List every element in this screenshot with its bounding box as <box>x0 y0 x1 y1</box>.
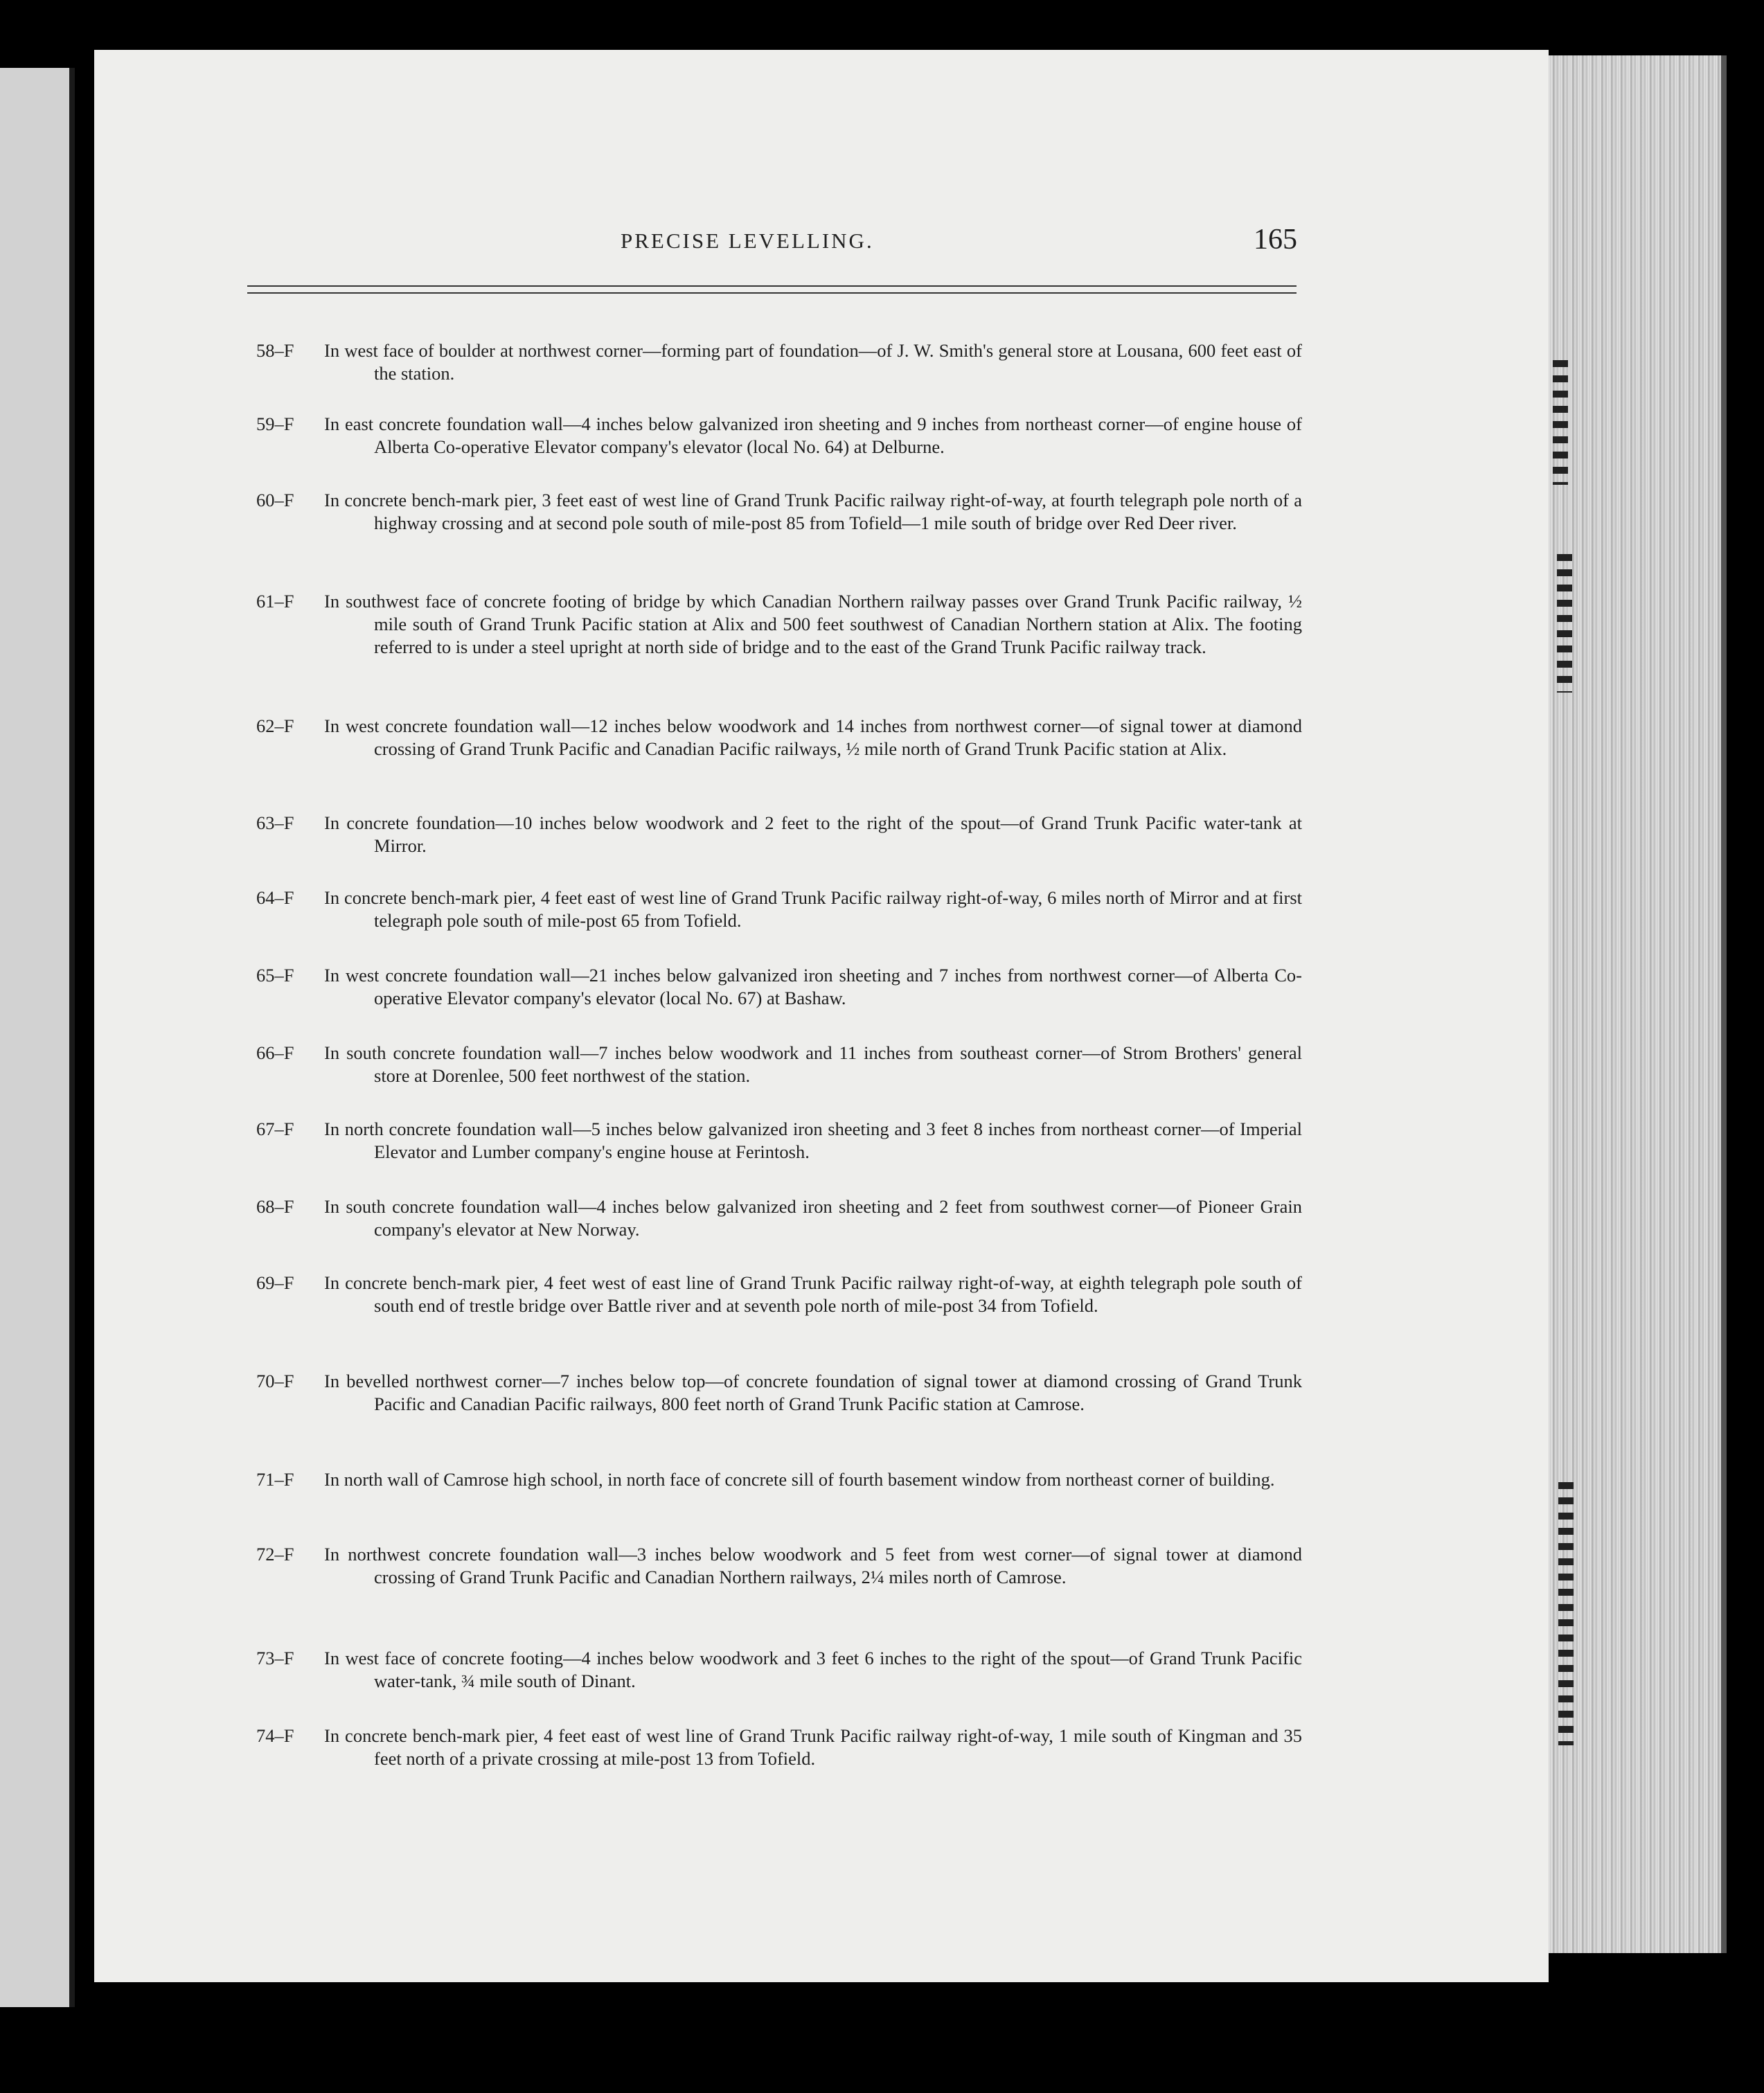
entry-description: In west concrete foundation wall—21 inches below galvanized iron sheeting and 7 inches from northwest corner—of Alberta Co-operative Elevator company's elevator (local No. 67) at Bashaw. <box>324 965 1302 1008</box>
header-rule <box>247 285 1297 287</box>
entry-description: In concrete bench-mark pier, 4 feet east of west line of Grand Trunk Pacific railway right-of-way, 6 miles north of Mirror and at first telegraph pole south of mile-post 65 from Tofield. <box>324 887 1302 931</box>
entry-description: In south concrete foundation wall—4 inches below galvanized iron sheeting and 2 feet from southwest corner—of Pioneer Grain company's elevator at New Norway. <box>324 1196 1302 1240</box>
header-rule <box>247 292 1297 294</box>
benchmark-entry <box>256 1468 1302 1491</box>
benchmark-entry <box>256 339 1302 385</box>
benchmark-entry <box>256 887 1302 932</box>
entry-description: In concrete bench-mark pier, 3 feet east of west line of Grand Trunk Pacific railway right-of-way, at fourth telegraph pole north of a highway crossing and at second pole south of mile-post 85 from Tofield—1 mile south of bridge over Red Deer river. <box>324 490 1302 533</box>
entry-number: 61–F <box>256 591 294 612</box>
entry-number: 65–F <box>256 965 294 986</box>
book-cover-edge <box>1721 55 1727 1953</box>
entry-number: 62–F <box>256 715 294 736</box>
entry-description: In southwest face of concrete footing of bridge by which Canadian Northern railway passes over Grand Trunk Pacific railway, ½ mile south of Grand Trunk Pacific station at Alix and 500 feet southwest of Canadian Northern station at Alix. The footing referred to is under a steel upright at north side of bridge and to the east of the Grand Trunk Pacific railway track. <box>324 591 1302 657</box>
entry-description: In concrete foundation—10 inches below woodwork and 2 feet to the right of the spout—of Grand Trunk Pacific water-tank at Mirror. <box>324 812 1302 856</box>
entry-description: In south concrete foundation wall—7 inches below woodwork and 11 inches from southeast corner—of Strom Brothers' general store at Dorenlee, 500 feet northwest of the station. <box>324 1042 1302 1086</box>
running-title: PRECISE LEVELLING. <box>621 229 874 253</box>
benchmark-entry <box>256 1195 1302 1241</box>
entry-description: In concrete bench-mark pier, 4 feet west of east line of Grand Trunk Pacific railway right-of-way, at eighth telegraph pole south of south end of trestle bridge over Battle river and at seventh pole north of mile-post 34 from Tofield. <box>324 1272 1302 1316</box>
entry-number: 73–F <box>256 1648 294 1668</box>
entry-description: In northwest concrete foundation wall—3 inches below woodwork and 5 feet from west corner—of signal tower at diamond crossing of Grand Trunk Pacific and Canadian Northern railways, 2¼ miles north of Camrose. <box>324 1544 1302 1587</box>
entry-number: 67–F <box>256 1119 294 1139</box>
entry-number: 71–F <box>256 1469 294 1490</box>
edge-ink-mark <box>1553 360 1568 485</box>
entry-number: 68–F <box>256 1196 294 1217</box>
entry-number: 59–F <box>256 413 294 434</box>
benchmark-entry <box>256 1725 1302 1770</box>
benchmark-entry <box>256 489 1302 535</box>
benchmark-entry <box>256 812 1302 857</box>
entry-description: In east concrete foundation wall—4 inches below galvanized iron sheeting and 9 inches from northeast corner—of engine house of Alberta Co-operative Elevator company's elevator (local No. 64) at Delburne. <box>324 413 1302 457</box>
entry-description: In north wall of Camrose high school, in north face of concrete sill of fourth basement window from northeast corner of building. <box>324 1469 1275 1490</box>
benchmark-entry <box>256 1272 1302 1317</box>
entry-number: 66–F <box>256 1042 294 1063</box>
entry-number: 69–F <box>256 1272 294 1293</box>
entry-number: 58–F <box>256 340 294 361</box>
page-block-edges <box>1531 55 1721 1953</box>
edge-ink-mark <box>1557 554 1572 693</box>
benchmark-entry <box>256 715 1302 760</box>
entry-number: 72–F <box>256 1544 294 1565</box>
entry-number: 64–F <box>256 887 294 908</box>
entry-number: 60–F <box>256 490 294 510</box>
benchmark-entry <box>256 590 1302 659</box>
benchmark-entry <box>256 1543 1302 1589</box>
entry-number: 74–F <box>256 1725 294 1746</box>
entry-number: 63–F <box>256 812 294 833</box>
benchmark-entry <box>256 1118 1302 1164</box>
entry-description: In west concrete foundation wall—12 inches below woodwork and 14 inches from northwest corner—of signal tower at diamond crossing of Grand Trunk Pacific and Canadian Pacific railways, ½ mile north of Grand Trunk Pacific station at Alix. <box>324 715 1302 759</box>
entry-description: In west face of boulder at northwest corner—forming part of foundation—of J. W. Smith's general store at Lousana, 600 feet east of the station. <box>324 340 1302 384</box>
benchmark-entry <box>256 413 1302 458</box>
benchmark-entry <box>256 1042 1302 1087</box>
page-number: 165 <box>1254 224 1297 256</box>
benchmark-entry <box>256 964 1302 1010</box>
entry-description: In concrete bench-mark pier, 4 feet east of west line of Grand Trunk Pacific railway right-of-way, 1 mile south of Kingman and 35 feet north of a private crossing at mile-post 13 from Tofield. <box>324 1725 1302 1769</box>
entry-description: In north concrete foundation wall—5 inches below galvanized iron sheeting and 3 feet 8 inches from northeast corner—of Imperial Elevator and Lumber company's engine house at Ferintosh. <box>324 1119 1302 1162</box>
facing-page-edge <box>0 68 75 2007</box>
edge-ink-mark <box>1558 1482 1574 1745</box>
entry-description: In west face of concrete footing—4 inches below woodwork and 3 feet 6 inches to the right of the spout—of Grand Trunk Pacific water-tank, ¾ mile south of Dinant. <box>324 1648 1302 1691</box>
benchmark-entry <box>256 1647 1302 1693</box>
entry-description: In bevelled northwest corner—7 inches below top—of concrete foundation of signal tower at diamond crossing of Grand Trunk Pacific and Canadian Pacific railways, 800 feet north of Grand Trunk Pacific station at Camrose. <box>324 1371 1302 1414</box>
benchmark-entry <box>256 1370 1302 1416</box>
entry-number: 70–F <box>256 1371 294 1391</box>
